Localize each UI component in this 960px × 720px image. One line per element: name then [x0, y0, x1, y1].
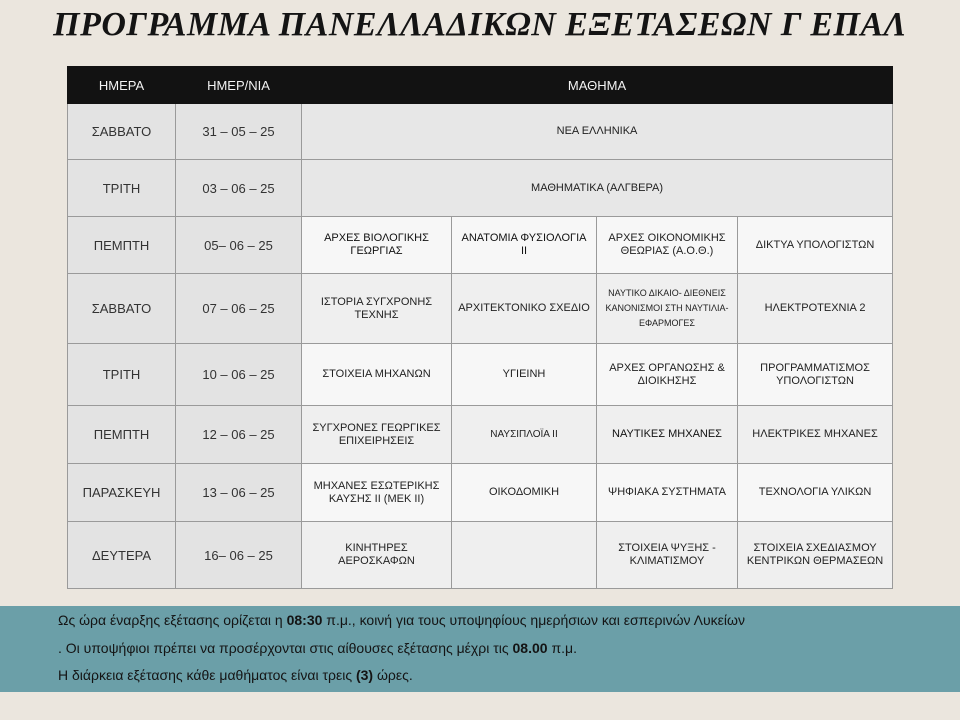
date-cell: 12 – 06 – 25 [176, 406, 302, 464]
date-cell: 10 – 06 – 25 [176, 344, 302, 406]
subject-cell: ΚΙΝΗΤΗΡΕΣ ΑΕΡΟΣΚΑΦΩΝ [302, 522, 452, 589]
header-day: ΗΜΕΡΑ [68, 67, 176, 104]
subject-cell: ΝΑΥΤΙΚΟ ΔΙΚΑΙΟ- ΔΙΕΘΝΕΙΣ ΚΑΝΟΝΙΣΜΟΙ ΣΤΗ ΝΑΥΤΙΛΙΑ- ΕΦΑΡΜΟΓΕΣ [597, 274, 738, 344]
exam-schedule-table [67, 66, 893, 589]
subject-cell: ΔΙΚΤΥΑ ΥΠΟΛΟΓΙΣΤΩΝ [738, 217, 893, 274]
subject-cell: ΑΡΧΕΣ ΟΙΚΟΝΟΜΙΚΗΣ ΘΕΩΡΙΑΣ (Α.Ο.Θ.) [597, 217, 738, 274]
subject-cell: ΠΡΟΓΡΑΜΜΑΤΙΣΜΟΣ ΥΠΟΛΟΓΙΣΤΩΝ [738, 344, 893, 406]
subject-cell: ΑΡΧΕΣ ΒΙΟΛΟΓΙΚΗΣ ΓΕΩΡΓΙΑΣ [302, 217, 452, 274]
date-cell: 16– 06 – 25 [176, 522, 302, 589]
table-row [68, 160, 893, 217]
subject-cell: ΑΡΧΙΤΕΚΤΟΝΙΚΟ ΣΧΕΔΙΟ [452, 274, 597, 344]
page-title: ΠΡΟΓΡΑΜΜΑ ΠΑΝΕΛΛΑΔΙΚΩΝ ΕΞΕΤΑΣΕΩΝ Γ ΕΠΑΛ [53, 6, 907, 43]
subject-cell: ΝΕΑ ΕΛΛΗΝΙΚΑ [302, 104, 893, 160]
day-cell: ΠΕΜΠΤΗ [68, 406, 176, 464]
subject-cell: ΑΝΑΤΟΜΙΑ ΦΥΣΙΟΛΟΓΙΑ ΙΙ [452, 217, 597, 274]
table-row [68, 406, 893, 464]
table-row [68, 104, 893, 160]
day-cell: ΣΑΒΒΑΤΟ [68, 104, 176, 160]
subject-cell: ΝΑΥΤΙΚΕΣ ΜΗΧΑΝΕΣ [597, 406, 738, 464]
subject-cell: ΥΓΙΕΙΝΗ [452, 344, 597, 406]
table-row [68, 464, 893, 522]
day-cell: ΤΡΙΤΗ [68, 344, 176, 406]
table-row [68, 522, 893, 589]
header-subject: ΜΑΘΗΜΑ [302, 67, 893, 104]
date-cell: 03 – 06 – 25 [176, 160, 302, 217]
date-cell: 05– 06 – 25 [176, 217, 302, 274]
day-cell: ΠΕΜΠΤΗ [68, 217, 176, 274]
start-time-note: Ως ώρα έναρξης εξέτασης ορίζεται η 08:30 π.μ., κοινή για τους υποψηφίους ημερήσιων και εσπερινών Λυκείων [58, 612, 745, 628]
subject-cell: ΟΙΚΟΔΟΜΙΚΗ [452, 464, 597, 522]
day-cell: ΣΑΒΒΑΤΟ [68, 274, 176, 344]
subject-cell [452, 522, 597, 589]
table-row [68, 344, 893, 406]
subject-cell: ΗΛΕΚΤΡΟΤΕΧΝΙΑ 2 [738, 274, 893, 344]
subject-cell: ΣΤΟΙΧΕΙΑ ΜΗΧΑΝΩΝ [302, 344, 452, 406]
arrival-time-note: . Οι υποψήφιοι πρέπει να προσέρχονται στις αίθουσες εξέτασης μέχρι τις 08.00 π.μ. [58, 640, 577, 656]
date-cell: 31 – 05 – 25 [176, 104, 302, 160]
subject-cell: ΜΑΘΗΜΑΤΙΚΑ (ΑΛΓΒΕΡΑ) [302, 160, 893, 217]
subject-cell: ΣΤΟΙΧΕΙΑ ΣΧΕΔΙΑΣΜΟΥ ΚΕΝΤΡΙΚΩΝ ΘΕΡΜΑΣΕΩΝ [738, 522, 893, 589]
header-date: ΗΜΕΡ/ΝΙΑ [176, 67, 302, 104]
subject-cell: ΑΡΧΕΣ ΟΡΓΑΝΩΣΗΣ & ΔΙΟΙΚΗΣΗΣ [597, 344, 738, 406]
subject-cell: ΝΑΥΣΙΠΛΟΪΑ ΙΙ [452, 406, 597, 464]
table-header-row [68, 67, 893, 104]
duration-note: Η διάρκεια εξέτασης κάθε μαθήματος είναι τρεις (3) ώρες. [58, 667, 413, 683]
exam-info-footer [0, 606, 960, 692]
subject-cell: ΣΤΟΙΧΕΙΑ ΨΥΞΗΣ - ΚΛΙΜΑΤΙΣΜΟΥ [597, 522, 738, 589]
subject-cell: ΤΕΧΝΟΛΟΓΙΑ ΥΛΙΚΩΝ [738, 464, 893, 522]
table-row [68, 217, 893, 274]
subject-cell: ΙΣΤΟΡΙΑ ΣΥΓΧΡΟΝΗΣ ΤΕΧΝΗΣ [302, 274, 452, 344]
date-cell: 07 – 06 – 25 [176, 274, 302, 344]
table-row [68, 274, 893, 344]
subject-cell: ΨΗΦΙΑΚΑ ΣΥΣΤΗΜΑΤΑ [597, 464, 738, 522]
day-cell: ΔΕΥΤΕΡΑ [68, 522, 176, 589]
subject-cell: ΣΥΓΧΡΟΝΕΣ ΓΕΩΡΓΙΚΕΣ ΕΠΙΧΕΙΡΗΣΕΙΣ [302, 406, 452, 464]
subject-cell: ΜΗΧΑΝΕΣ ΕΣΩΤΕΡΙΚΗΣ ΚΑΥΣΗΣ ΙΙ (ΜΕΚ ΙΙ) [302, 464, 452, 522]
day-cell: ΠΑΡΑΣΚΕΥΗ [68, 464, 176, 522]
date-cell: 13 – 06 – 25 [176, 464, 302, 522]
day-cell: ΤΡΙΤΗ [68, 160, 176, 217]
subject-cell: ΗΛΕΚΤΡΙΚΕΣ ΜΗΧΑΝΕΣ [738, 406, 893, 464]
